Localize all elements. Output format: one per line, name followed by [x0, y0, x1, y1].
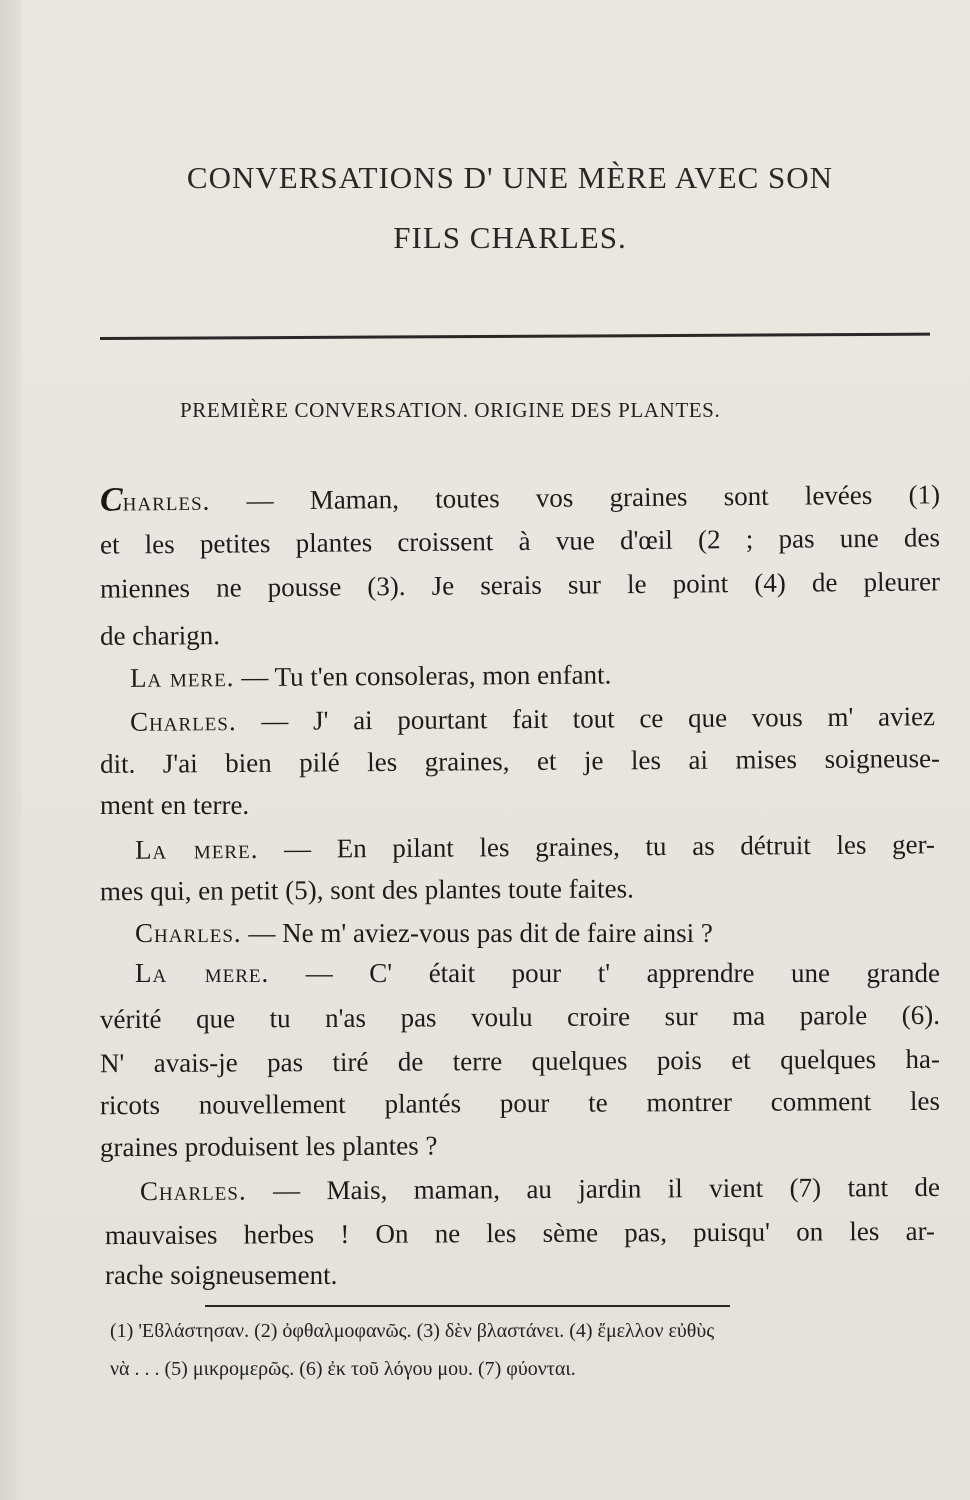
speaker-name: Charles.	[129, 706, 237, 737]
speaker-name: La mere.	[134, 833, 259, 865]
text-line: rache soigneusement.	[105, 1260, 338, 1290]
text-line: vérité que tu n'as pas voulu croire sur ma parole (6).	[99, 999, 941, 1035]
speaker-name: Charles.	[139, 1175, 247, 1207]
text-line: ricots nouvellement plantés pour te montrer comment les	[99, 1085, 941, 1121]
section-heading: PREMIÈRE CONVERSATION. ORIGINE DES PLANTES.	[180, 398, 721, 422]
text-line: de charign.	[99, 620, 221, 651]
text-line	[135, 960, 940, 987]
speaker-name: harles.	[122, 485, 211, 517]
speaker-name: La mere.	[135, 958, 270, 988]
text-line: graines produisent les plantes ?	[99, 1130, 438, 1163]
text-line	[100, 476, 940, 517]
drop-cap: C	[99, 481, 123, 519]
text-line: dit. J'ai bien pilé les graines, et je les ai mises soigneuse-	[99, 743, 941, 779]
line-text: — C' était pour t' apprendre une grande	[269, 958, 940, 988]
text-line: ment en terre.	[100, 790, 250, 820]
text-line	[139, 1171, 941, 1207]
footnote-divider	[205, 1305, 730, 1307]
speaker-name: Charles.	[135, 918, 242, 948]
text-line: N' avais-je pas tiré de terre quelques pois et quelques ha-	[99, 1043, 941, 1079]
text-line	[135, 831, 935, 864]
text-line	[135, 920, 935, 947]
text-line: mauvaises herbes ! On ne les sème pas, puisqu' on les ar-	[104, 1215, 936, 1251]
line-text: — Maman, toutes vos graines sont levées (1)	[210, 479, 941, 516]
line-text: — En pilant les graines, tu as détruit les ger-	[258, 829, 936, 864]
text-line	[130, 703, 935, 736]
line-text: — Mais, maman, au jardin il vient (7) tant de	[246, 1171, 941, 1206]
title-line-1: CONVERSATIONS D' UNE MÈRE AVEC SON	[186, 160, 834, 195]
line-text: — Ne m' aviez-vous pas dit de faire ainsi ?	[241, 918, 713, 948]
line-text: — J' ai pourtant fait tout ce que vous m' aviez	[236, 701, 936, 737]
footnote-line-1: (1) 'Εϐλάστησαν. (2) ὀφθαλμοφανῶς. (3) δὲν βλαστάνει. (4) ἔμελλον εὐθὺς	[110, 1320, 715, 1342]
text-line: mes qui, en petit (5), sont des plantes toute faites.	[99, 873, 634, 907]
text-line: miennes ne pousse (3). Je serais sur le point (4) de pleurer	[99, 566, 941, 604]
text-line: et les petites plantes croissent à vue d'œil (2 ; pas une des	[99, 522, 941, 560]
title-line-2: FILS CHARLES.	[393, 220, 627, 255]
footnote-line-2: νὰ . . . (5) μικρομερῶς. (6) ἐκ τοῦ λόγου μου. (7) φύονται.	[110, 1358, 576, 1380]
speaker-name: La mere.	[129, 662, 235, 693]
text-line	[130, 659, 940, 692]
line-text: — Tu t'en consoleras, mon enfant.	[234, 659, 612, 693]
